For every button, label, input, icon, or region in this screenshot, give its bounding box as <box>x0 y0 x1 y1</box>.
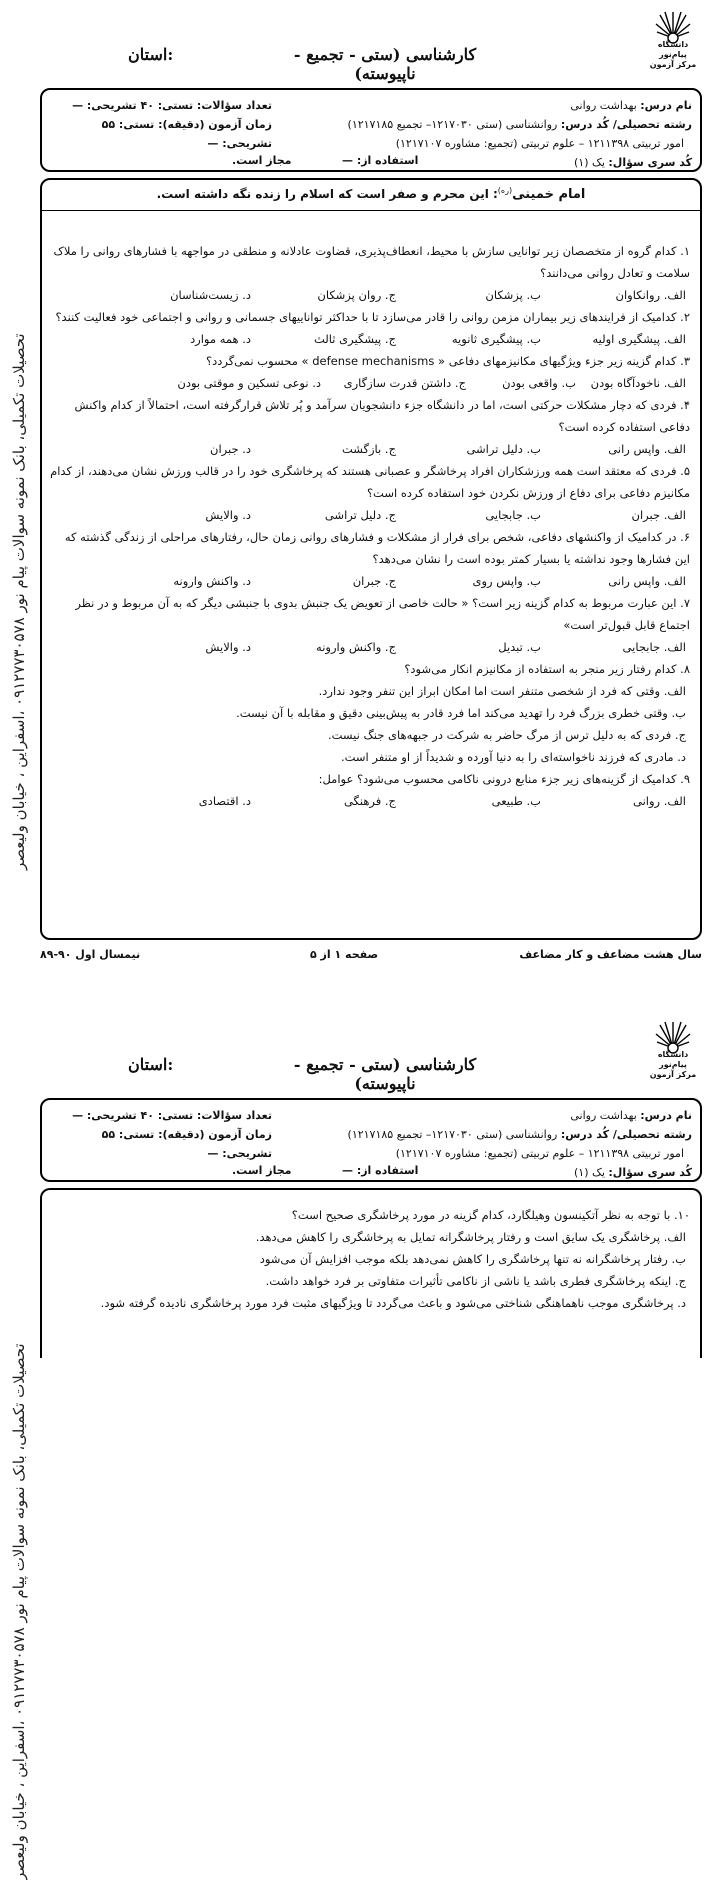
question-text: ۴. فردی که دچار مشکلات حرکتی است، اما در دانشگاه جزء دانشجویان سرآمد و پُر تلاش قرارگرفته است، احتمالاً از کدام واکنش دفاعی استفاده کرده است؟ <box>74 398 690 434</box>
question-text: ۹. کدامیک از گزینه‌های زیر جزء منابع درونی ناکامی محسوب می‌شود؟ عوامل: <box>318 772 690 786</box>
sunburst-logo-icon <box>655 1020 691 1050</box>
option-a[interactable]: الف. واپس رانی <box>608 442 686 456</box>
quote-text: : این محرم و صفر است که اسلام را زنده نگه داشته است. <box>156 187 498 201</box>
question-count: تعداد سؤالات: تستی: ۴۰ تشریحی: — <box>72 1109 272 1122</box>
field-value: روانشناسی (ستی ۱۲۱۷۰۳۰– تجمیع ۱۲۱۷۱۸۵) <box>347 118 558 131</box>
side-watermark-text: تحصیلات تکمیلی، بانک نمونه سوالات پیام نور ۰۹۱۲۷۷۳۰۵۷۸ ،اسفراین ، خیابان ولیعصر <box>10 333 28 870</box>
series-value: یک (۱) <box>573 156 605 169</box>
question-list <box>50 240 690 812</box>
field-line2: امور تربیتی ۱۲۱۱۳۹۸ – علوم تربیتی (تجمیع: مشاوره ۱۲۱۷۱۰۷) <box>395 1147 684 1160</box>
logo-text-university: دانشگاه پیام‌نور <box>657 1050 689 1069</box>
question-5 <box>50 460 690 526</box>
page-header <box>0 1010 720 1098</box>
question-8 <box>50 658 690 768</box>
option-c[interactable]: ج. پیشگیری ثالث <box>314 332 396 346</box>
logo-text-center: مرکز آزمون <box>649 60 697 69</box>
question-10 <box>50 1204 690 1314</box>
option-b[interactable]: ب. طبیعی <box>491 794 541 808</box>
option-a[interactable]: الف. جابجایی <box>622 640 686 654</box>
option-c[interactable]: ج. دلیل تراشی <box>324 508 396 522</box>
exam-meta <box>52 96 272 153</box>
option-a[interactable]: الف. جبران <box>631 508 686 522</box>
option-c[interactable]: ج. فرهنگی <box>343 794 396 808</box>
course-info <box>272 1106 692 1182</box>
option-a[interactable]: الف. پرخاشگری یک سایق است و رفتار پرخاشگرانه تمایل به پرخاشگری را کاهش می‌دهد. <box>255 1230 686 1244</box>
option-b[interactable]: ب. پیشگیری ثانویه <box>451 332 541 346</box>
field-line2: امور تربیتی ۱۲۱۱۳۹۸ – علوم تربیتی (تجمیع: مشاوره ۱۲۱۷۱۰۷) <box>395 137 684 150</box>
side-watermark-text: تحصیلات تکمیلی، بانک نمونه سوالات پیام نور ۰۹۱۲۷۷۳۰۵۷۸ ،اسفراین ، خیابان ولیعصر <box>10 1343 28 1880</box>
use-label: استفاده از: — <box>342 1164 419 1177</box>
exam-title: کارشناسی (ستی - تجمیع - ناپیوسته) <box>293 45 477 83</box>
option-b[interactable]: ب. وقتی خطری بزرگ فرد را تهدید می‌کند اما فرد قادر به پیش‌بینی دقیق و مقابله با آن نیست. <box>236 706 686 720</box>
question-7 <box>50 592 690 658</box>
question-text: ۷. این عبارت مربوط به کدام گزینه زیر است؟ « حالت خاصی از تعویض یک جنبش بدوی با جنبشی دیگر که به آن مربوط و در نظر اجتماع قابل قبول‌تر است» <box>75 596 690 632</box>
page-header <box>0 0 720 88</box>
option-d[interactable]: د. جبران <box>210 442 251 456</box>
question-3 <box>50 350 690 394</box>
exam-info-box <box>40 88 702 172</box>
semester-label: نیمسال اول ۹۰-۸۹ <box>40 948 141 961</box>
course-info <box>272 96 692 172</box>
question-1 <box>50 240 690 306</box>
question-6 <box>50 526 690 592</box>
option-a[interactable]: الف. روانکاوان <box>615 288 686 302</box>
exam-time: زمان آزمون (دقیقه): تستی: ۵۵ تشریحی: — <box>101 118 272 150</box>
options-row <box>50 372 690 394</box>
option-d[interactable]: د. مادری که فرزند ناخواسته‌ای را به دنیا آورده و شدیداً از او متنفر است. <box>340 750 686 764</box>
university-logo <box>648 1020 698 1080</box>
field-label: رشته تحصیلی/ کُد درس: <box>560 1128 692 1141</box>
option-d[interactable]: د. همه موارد <box>190 332 251 346</box>
field-value: روانشناسی (ستی ۱۲۱۷۰۳۰– تجمیع ۱۲۱۷۱۸۵) <box>347 1128 558 1141</box>
question-text: ۶. در کدامیک از واکنشهای دفاعی، شخص برای فرار از مشکلات و فشارهای روانی زمان حال، رفتارهای مراحلی از زندگی گذشته که این فشارها وجود نداشته یا بسیار کمتر بوده است را نشان می‌دهد؟ <box>64 530 690 566</box>
series-value: یک (۱) <box>573 1166 605 1179</box>
options-row <box>50 284 690 306</box>
option-b[interactable]: ب. واقعی بودن <box>502 376 576 390</box>
page-number: صفحه ۱ از ۵ <box>310 948 379 961</box>
options-row <box>50 328 690 350</box>
exam-title: کارشناسی (ستی - تجمیع - ناپیوسته) <box>293 1055 477 1093</box>
quote <box>42 186 700 202</box>
exam-info-box <box>40 1098 702 1182</box>
options-row <box>50 570 690 592</box>
option-c[interactable]: ج. روان پزشکان <box>317 288 396 302</box>
exam-page-2 <box>0 1010 720 1880</box>
option-a[interactable]: الف. پیشگیری اولیه <box>592 332 686 346</box>
question-count: تعداد سؤالات: تستی: ۴۰ تشریحی: — <box>72 99 272 112</box>
option-a[interactable]: الف. واپس رانی <box>608 574 686 588</box>
page-footer <box>40 948 702 968</box>
quote-author: امام خمینی <box>512 187 586 202</box>
sunburst-logo-icon <box>655 10 691 40</box>
option-c[interactable]: ج. داشتن قدرت سازگاری <box>343 376 466 390</box>
option-c[interactable]: ج. واکنش وارونه <box>316 640 396 654</box>
option-c[interactable]: ج. بازگشت <box>341 442 396 456</box>
option-b[interactable]: ب. پزشکان <box>485 288 541 302</box>
university-logo <box>648 10 698 70</box>
logo-text-center: مرکز آزمون <box>649 1070 697 1079</box>
option-b[interactable]: ب. رفتار پرخاشگرانه نه تنها پرخاشگری را کاهش نمی‌دهد بلکه موجب افزایش آن می‌شود <box>259 1252 686 1266</box>
quote-divider <box>42 210 700 211</box>
option-a[interactable]: الف. روانی <box>632 794 686 808</box>
question-text: ۱۰. با توجه به نظر آتکینسون وهیلگارد، کدام گزینه در مورد پرخاشگری صحیح است؟ <box>291 1208 690 1222</box>
option-a[interactable]: الف. ناخودآگاه بودن <box>590 376 686 390</box>
question-text: ۱. کدام گروه از متخصصان زیر توانایی سازش با محیط، انعطاف‌پذیری، قضاوت عادلانه و منطقی در مواجهه با فشارهای روانی را ملاک سلامت و تعادل روانی می‌دانند؟ <box>53 244 690 280</box>
option-d[interactable]: د. نوعی تسکین و موقتی بودن <box>177 376 321 390</box>
exam-time: زمان آزمون (دقیقه): تستی: ۵۵ تشریحی: — <box>101 1128 272 1160</box>
option-d[interactable]: د. پرخاشگری موجب ناهماهنگی شناختی می‌شود و باعث می‌گردد تا ویژگیهای مثبت فرد مورد پرخاشگری نادیده گرفته شود. <box>100 1296 686 1310</box>
question-list <box>50 1204 690 1314</box>
options-row <box>50 438 690 460</box>
course-value: بهداشت روانی <box>570 99 637 112</box>
quote-superscript: (ره) <box>497 186 513 195</box>
options-row <box>50 636 690 658</box>
options-row <box>50 504 690 526</box>
option-d[interactable]: د. اقتصادی <box>198 794 251 808</box>
option-a[interactable]: الف. وقتی که فرد از شخصی متنفر است اما امکان ابراز این تنفر وجود ندارد. <box>318 684 686 698</box>
series-label: کُد سری سؤال: <box>608 156 692 169</box>
options-row <box>50 790 690 812</box>
option-c[interactable]: ج. جبران <box>352 574 396 588</box>
questions-box <box>40 1188 702 1358</box>
question-text: ۵. فردی که معتقد است همه ورزشکاران افراد پرخاشگر و عصبانی هستند که پرخاشگری خود را در قالب ورزش نشان می‌دهند، از کدام مکانیزم دفاعی برای دفاع از ورزش نکردن خود استفاده کرده است؟ <box>50 464 690 500</box>
question-2 <box>50 306 690 350</box>
option-d[interactable]: د. زیست‌شناسان <box>170 288 251 302</box>
course-label: نام درس: <box>640 99 692 112</box>
side-watermark <box>6 130 36 890</box>
option-d[interactable]: د. والایش <box>205 640 251 654</box>
option-d[interactable]: د. واکنش وارونه <box>173 574 251 588</box>
option-b[interactable]: ب. جابجایی <box>485 508 541 522</box>
province-label: استان: <box>128 45 174 64</box>
permitted-label: مجاز است. <box>232 1164 292 1177</box>
question-9 <box>50 768 690 812</box>
series-label: کُد سری سؤال: <box>608 1166 692 1179</box>
course-value: بهداشت روانی <box>570 1109 637 1122</box>
exam-meta <box>52 1106 272 1163</box>
question-text: ۸. کدام رفتار زیر منجر به استفاده از مکانیزم انکار می‌شود؟ <box>404 662 690 676</box>
option-c[interactable]: ج. فردی که به دلیل ترس از مرگ حاضر به شرکت در جبهه‌های جنگ نیست. <box>327 728 686 742</box>
option-b[interactable]: ب. واپس روی <box>472 574 541 588</box>
logo-text-university: دانشگاه پیام‌نور <box>657 40 689 59</box>
questions-box <box>40 178 702 940</box>
province-label: استان: <box>128 1055 174 1074</box>
use-label: استفاده از: — <box>342 154 419 167</box>
field-label: رشته تحصیلی/ کُد درس: <box>560 118 692 131</box>
option-c[interactable]: ج. اینکه پرخاشگری فطری باشد یا ناشی از ناکامی تأثیرات متفاوتی بر فرد خواهد داشت. <box>265 1274 686 1288</box>
option-b[interactable]: ب. دلیل تراشی <box>466 442 541 456</box>
option-b[interactable]: ب. تبدیل <box>498 640 541 654</box>
side-watermark <box>6 1140 36 1880</box>
option-d[interactable]: د. والایش <box>205 508 251 522</box>
permitted-label: مجاز است. <box>232 154 292 167</box>
question-text: ۳. کدام گزینه زیر جزء ویژگیهای مکانیزمهای دفاعی « defense mechanisms » محسوب نمی‌گردد؟ <box>206 354 690 368</box>
footer-slogan: سال هشت مضاعف و کار مضاعف <box>519 948 702 961</box>
question-text: ۲. کدامیک از فرایندهای زیر بیماران مزمن روانی را قادر می‌سازد تا با حداکثر تواناییهای جسمانی و روانی و اجتماعی خود فعالیت کنند؟ <box>55 310 690 324</box>
question-4 <box>50 394 690 460</box>
course-label: نام درس: <box>640 1109 692 1122</box>
